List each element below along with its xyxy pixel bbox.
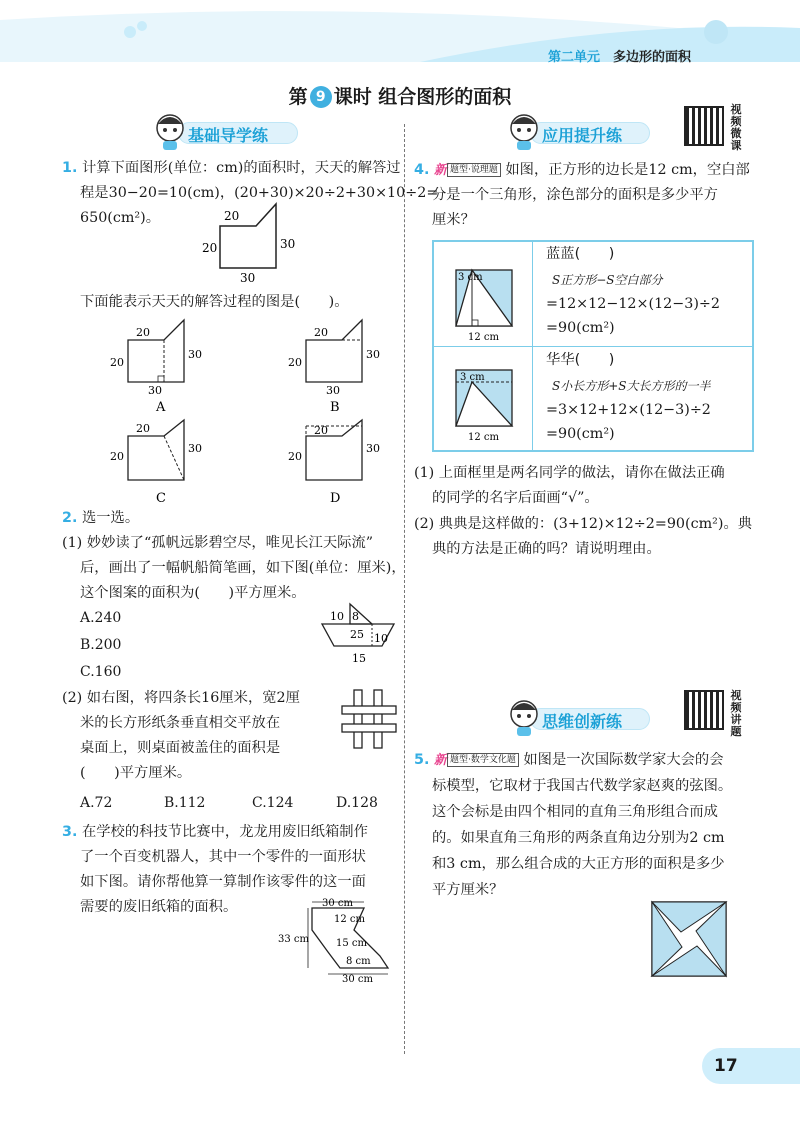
svg-text:20: 20 (202, 241, 218, 255)
q1-option-a-figure[interactable] (104, 318, 204, 416)
svg-text:C: C (156, 491, 166, 506)
q2-p1-option-a[interactable]: A.240 (80, 610, 122, 626)
q2-p1-option-b[interactable]: B.200 (80, 637, 122, 653)
q4-row1-name[interactable]: 蓝蓝( ) (546, 246, 615, 262)
q4-line2: 分是一个三角形，涂色部分的面积是多少平方 (432, 187, 718, 203)
q5-line4: 的。如果直角三角形的两条直角边分别为2 cm (432, 830, 725, 846)
section-title-basic: 基础导学练 (188, 126, 269, 145)
svg-text:33 cm: 33 cm (278, 934, 309, 945)
q4-line3: 厘米？ (432, 212, 475, 228)
q1-line3: 650(cm²)。 (80, 210, 161, 226)
q3-line4: 需要的废旧纸箱的面积。 (80, 899, 238, 915)
column-divider (404, 124, 405, 1054)
svg-text:20: 20 (110, 450, 124, 463)
mascot-icon (506, 112, 542, 152)
mascot-icon (152, 112, 188, 152)
q2-strips-figure (340, 688, 400, 750)
q5-line2: 标模型，它取材于我国古代数学家赵爽的弦图。 (432, 778, 733, 794)
svg-text:A: A (156, 400, 166, 415)
section-title-think: 思维创新练 (542, 712, 623, 731)
svg-text:12 cm: 12 cm (334, 914, 365, 925)
q2-p1-line2: 后，画出了一幅帆船简笔画，如下图(单位：厘米)， (80, 560, 406, 576)
q4-row1-formula3: =90(cm²) (546, 320, 615, 336)
svg-text:20: 20 (288, 356, 302, 369)
svg-text:30 cm: 30 cm (342, 974, 373, 984)
mascot-icon (506, 698, 542, 738)
q2-p1-line1: (1) 妙妙读了“孤帆远影碧空尽，唯见长江天际流” (62, 535, 374, 551)
q3-line3: 如下图。请你帮他算一算制作该零件的这一面 (80, 874, 366, 890)
q2-boat-figure (300, 598, 400, 668)
q1-option-d-figure[interactable] (282, 418, 382, 510)
svg-text:10: 10 (374, 632, 388, 645)
q4-row1-formula2: =12×12−12×(12−3)÷2 (546, 296, 720, 312)
svg-text:12 cm: 12 cm (468, 432, 499, 443)
q1-option-b-figure[interactable] (282, 318, 382, 416)
q4-sub2-line1: (2) 典典是这样做的：(3+12)×12÷2=90(cm²)。典 (414, 516, 753, 532)
q5-string-figure (648, 898, 730, 980)
svg-text:25: 25 (350, 628, 364, 641)
svg-text:30 cm: 30 cm (322, 898, 353, 909)
svg-text:20: 20 (314, 424, 328, 437)
q1-prompt: 下面能表示天天的解答过程的图是( )。 (80, 294, 349, 310)
qr-code-icon[interactable] (684, 690, 724, 730)
q2-title: 2. 选一选。 (62, 510, 140, 526)
q2-p2-line3: 桌面上，则桌面被盖住的面积是 (80, 740, 281, 756)
unit-title: 第二单元 多边形的面积 (548, 50, 692, 65)
svg-text:30: 30 (326, 384, 340, 397)
svg-text:20: 20 (136, 326, 150, 339)
svg-text:3 cm: 3 cm (460, 372, 485, 383)
q1-main-figure (196, 200, 306, 284)
q4-row2-formula3: =90(cm²) (546, 426, 615, 442)
page-number: 17 (702, 1048, 800, 1084)
q1-line1: 1. 计算下面图形(单位：cm)的面积时，天天的解答过 (62, 160, 401, 176)
svg-text:3 cm: 3 cm (458, 272, 483, 283)
q4-sub1-line2: 的同学的名字后面画“√”。 (432, 490, 599, 506)
q4-line1: 4. 新 题型·说理题 如图，正方形的边长是12 cm，空白部 (414, 162, 750, 178)
svg-text:30: 30 (366, 442, 380, 455)
svg-text:20: 20 (136, 422, 150, 435)
q5-line5: 和3 cm，那么组合成的大正方形的面积是多少 (432, 856, 725, 872)
q2-p1-line3: 这个图案的面积为( )平方厘米。 (80, 585, 306, 601)
svg-text:30: 30 (366, 348, 380, 361)
q4-row1-formula1: S正方形−S空白部分 (552, 273, 663, 287)
lesson-number-badge: 9 (310, 86, 332, 108)
q4-row2-formula1: S小长方形+S大长方形的一半 (552, 379, 711, 393)
q5-line6: 平方厘米？ (432, 882, 504, 898)
q1-line2: 程是30−20=10(cm)，(20+30)×20÷2+30×10÷2= (80, 185, 439, 201)
svg-text:20: 20 (110, 356, 124, 369)
svg-text:20: 20 (314, 326, 328, 339)
q2-p1-option-c[interactable]: C.160 (80, 664, 122, 680)
q2-p2-line2: 米的长方形纸条垂直相交平放在 (80, 715, 281, 731)
q4-row2-name[interactable]: 华华( ) (546, 352, 615, 368)
q2-p2-option-c[interactable]: C.124 (252, 795, 294, 811)
q3-line2: 了一个百变机器人，其中一个零件的一面形状 (80, 849, 366, 865)
svg-text:15 cm: 15 cm (336, 938, 367, 949)
svg-text:30: 30 (188, 442, 202, 455)
svg-text:30: 30 (188, 348, 202, 361)
q4-box-hdivider (434, 346, 752, 347)
q4-sub2-line2: 典的方法是正确的吗？请说明理由。 (432, 541, 661, 557)
svg-text:30: 30 (280, 237, 296, 251)
q3-part-figure (276, 896, 400, 984)
svg-text:8: 8 (352, 610, 359, 623)
q3-line1: 3. 在学校的科技节比赛中，龙龙用废旧纸箱制作 (62, 824, 368, 840)
svg-text:12 cm: 12 cm (468, 332, 499, 343)
svg-text:20: 20 (288, 450, 302, 463)
q2-p2-option-d[interactable]: D.128 (336, 795, 378, 811)
svg-text:20: 20 (224, 209, 240, 223)
svg-text:8 cm: 8 cm (346, 956, 371, 967)
q2-p2-option-a[interactable]: A.72 (80, 795, 113, 811)
q4-sub1-line1: (1) 上面框里是两名同学的做法，请你在做法正确 (414, 465, 725, 481)
q2-p2-line1: (2) 如右图，将四条长16厘米，宽2厘 (62, 690, 300, 706)
q2-p2-option-b[interactable]: B.112 (164, 795, 206, 811)
q5-line1: 5. 新 题型·数学文化题 如图是一次国际数学家大会的会 (414, 752, 724, 768)
svg-text:30: 30 (148, 384, 162, 397)
svg-text:15: 15 (352, 652, 366, 665)
qr-label-video1: 视频微课 (730, 103, 742, 152)
q4-fig-2 (446, 360, 528, 446)
q4-row2-formula2: =3×12+12×(12−3)÷2 (546, 402, 711, 418)
q4-solution-box (432, 240, 754, 452)
qr-code-icon[interactable] (684, 106, 724, 146)
q2-p2-line4: ( )平方厘米。 (80, 765, 192, 781)
section-title-apply: 应用提升练 (542, 126, 623, 145)
svg-text:30: 30 (240, 271, 256, 284)
svg-text:D: D (330, 491, 341, 506)
q5-line3: 这个会标是由四个相同的直角三角形组合而成 (432, 804, 718, 820)
qr-label-video2: 视频讲题 (730, 689, 742, 738)
svg-text:B: B (330, 400, 340, 415)
svg-text:10: 10 (330, 610, 344, 623)
q4-fig-1 (446, 260, 528, 346)
lesson-title: 第 9 课时 组合图形的面积 (288, 86, 512, 108)
q1-option-c-figure[interactable] (104, 418, 204, 510)
